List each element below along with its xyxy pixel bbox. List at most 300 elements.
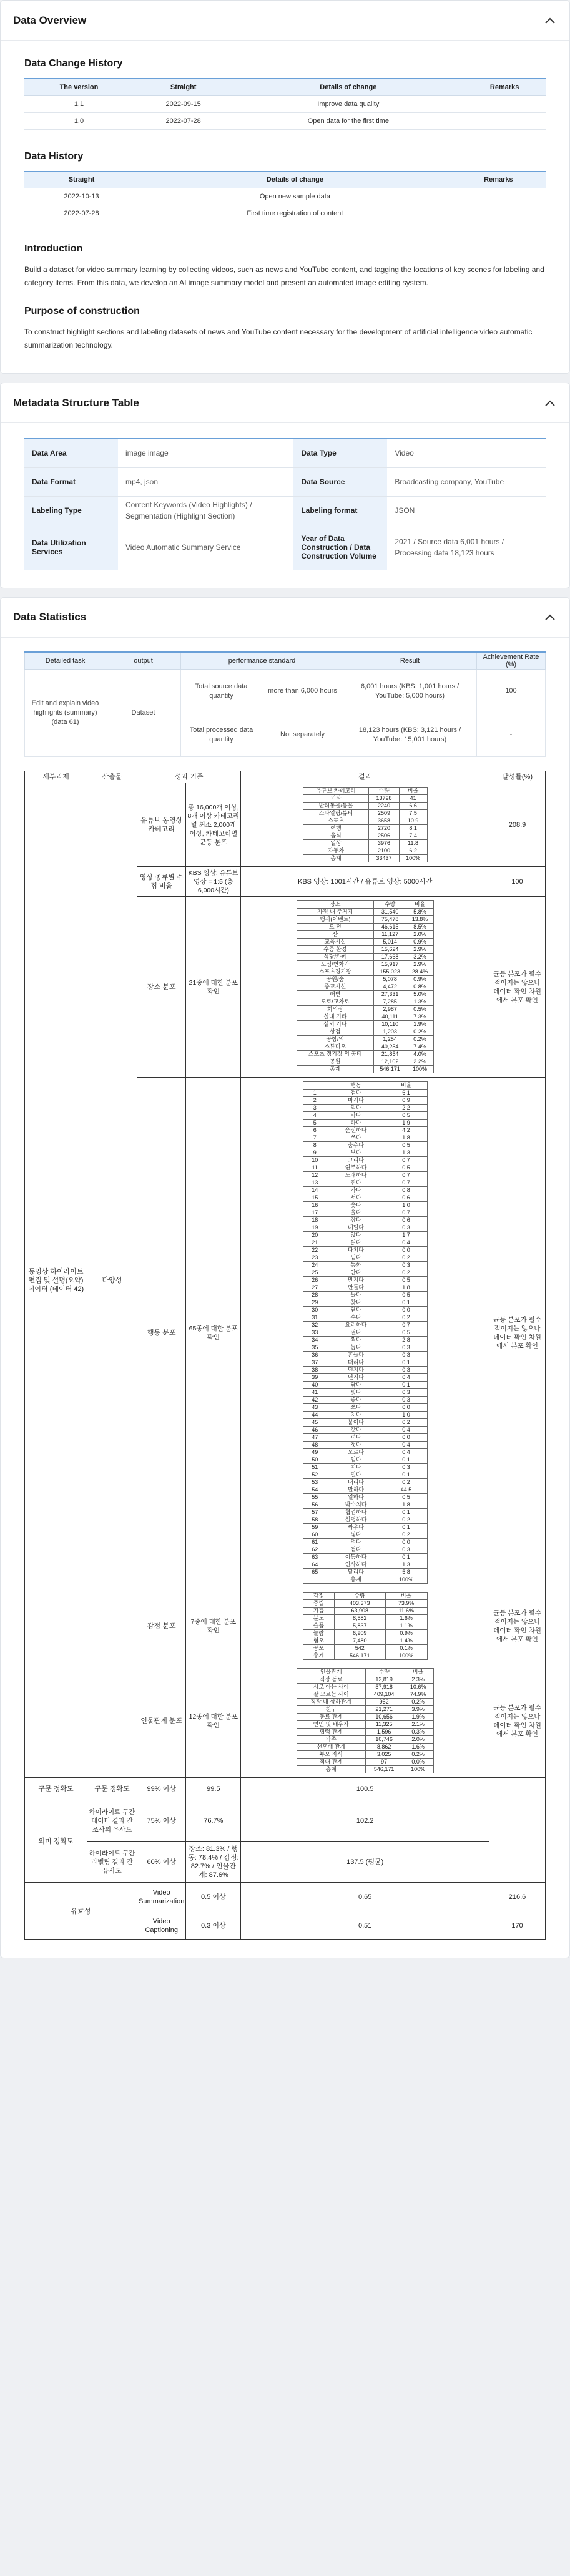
inner-header <box>303 1593 427 1600</box>
inner-cell: 100% <box>406 1066 433 1073</box>
inner-cell: 0.4 <box>385 1374 427 1382</box>
inner-cell: 33 <box>303 1329 327 1337</box>
inner-cell: 수다 <box>327 1314 385 1322</box>
change-history-table <box>24 78 546 130</box>
table-row <box>24 112 546 129</box>
inner-cell: 총계 <box>303 855 369 862</box>
inner-cell: 47 <box>303 1434 327 1442</box>
table-cell: First time registration of content <box>139 205 451 222</box>
inner-cell: 100% <box>403 1766 433 1773</box>
inner-cell: 내밀다 <box>327 1224 385 1232</box>
inner-row <box>303 1322 427 1329</box>
inner-row <box>303 1299 427 1307</box>
inner-cell: 11.6% <box>385 1608 427 1615</box>
inner-cell: 보다 <box>327 1149 385 1157</box>
inner-cell: 2509 <box>369 810 399 817</box>
card-title: Data Statistics <box>13 611 87 623</box>
group-cell: 유효성 <box>25 1883 137 1940</box>
data-overview-header[interactable] <box>1 1 569 41</box>
inner-row <box>303 1142 427 1149</box>
action-table <box>303 1081 428 1584</box>
inner-cell: 0.2 <box>385 1419 427 1427</box>
inner-cell: 2.9% <box>406 961 433 968</box>
column-header: Remarks <box>463 79 546 95</box>
inner-cell: 2.2% <box>406 1058 433 1066</box>
inner-cell: 61 <box>303 1539 327 1546</box>
inner-cell: 열다 <box>327 1329 385 1337</box>
inner-cell: 1.8 <box>385 1501 427 1509</box>
inner-row <box>303 1449 427 1456</box>
inner-row <box>303 1127 427 1134</box>
inner-row <box>303 1569 427 1576</box>
inner-cell: 62 <box>303 1546 327 1554</box>
column-header: output <box>106 652 181 670</box>
inner-cell: 0.0 <box>385 1404 427 1412</box>
table-cell: 1.1 <box>24 95 134 112</box>
inner-cell: 혐오 <box>303 1637 334 1645</box>
inner-cell: 0.8% <box>406 983 433 991</box>
inner-row <box>303 1630 427 1637</box>
inner-cell: 11,127 <box>373 931 406 939</box>
inner-cell: 총계 <box>327 1576 385 1584</box>
inner-cell: 입다 <box>327 1456 385 1464</box>
inner-cell: 15,917 <box>373 961 406 968</box>
inner-cell: 1.0 <box>385 1202 427 1209</box>
inner-row <box>303 1652 427 1660</box>
inner-cell: 28.4% <box>406 968 433 976</box>
metadata-key: Data Area <box>24 439 118 467</box>
inner-row <box>303 1486 427 1494</box>
inner-cell: 일상 <box>303 840 369 847</box>
inner-cell: 직장 내 상하관계 <box>297 1699 365 1706</box>
inner-cell: 7 <box>303 1134 327 1142</box>
inner-cell: 55 <box>303 1494 327 1501</box>
inner-cell: 52 <box>303 1471 327 1479</box>
inner-cell: 웃다 <box>327 1202 385 1209</box>
inner-cell: 3658 <box>369 817 399 825</box>
criterion-label: 영상 종류별 수집 비율 <box>137 867 186 897</box>
inner-cell: 5,837 <box>334 1622 385 1630</box>
inner-row <box>303 1427 427 1434</box>
inner-cell: 5.8% <box>406 909 433 916</box>
metadata-row <box>24 496 546 525</box>
inner-cell: 종교시설 <box>297 983 373 991</box>
inner-row <box>297 954 433 961</box>
inner-cell: 걷다 <box>327 1546 385 1554</box>
inner-cell: 20 <box>303 1232 327 1239</box>
inner-cell: 10 <box>303 1157 327 1164</box>
metadata-value: Video <box>387 439 546 467</box>
inner-cell: 12,819 <box>365 1676 403 1684</box>
inner-cell: 0.4 <box>385 1239 427 1247</box>
inner-cell: 0.5% <box>406 1006 433 1013</box>
inner-row <box>303 1456 427 1464</box>
inner-row <box>303 1389 427 1397</box>
inner-row <box>297 968 433 976</box>
inner-cell: 0.1 <box>385 1382 427 1389</box>
inner-cell: 0.1 <box>385 1456 427 1464</box>
inner-cell: 먹다 <box>327 1539 385 1546</box>
inner-row <box>303 1164 427 1172</box>
inner-row <box>297 983 433 991</box>
inner-cell: 43 <box>303 1404 327 1412</box>
inner-cell: 0.1 <box>385 1471 427 1479</box>
inner-cell: 쏘다 <box>327 1404 385 1412</box>
inner-row <box>297 1058 433 1066</box>
inner-row <box>297 1729 433 1736</box>
inner-cell: 35 <box>303 1344 327 1352</box>
inner-cell: 0.2 <box>385 1314 427 1322</box>
inner-row <box>297 1721 433 1729</box>
criterion-label: 인물관계 분포 <box>137 1664 186 1778</box>
inner-cell: 음식 <box>303 832 369 840</box>
inner-cell: 0.3 <box>385 1389 427 1397</box>
inner-cell: 쓰다 <box>327 1134 385 1142</box>
inner-row <box>303 1509 427 1516</box>
metadata-header[interactable] <box>1 383 569 423</box>
inner-cell: 연인 및 배우자 <box>297 1721 365 1729</box>
card-title: Data Overview <box>13 14 87 26</box>
group-cell: 구문 정확도 <box>25 1778 87 1800</box>
inner-row <box>303 1217 427 1224</box>
genre-table <box>303 787 428 862</box>
statistics-header[interactable] <box>1 598 569 638</box>
inner-cell: 걷다 <box>327 1090 385 1097</box>
inner-row <box>297 998 433 1006</box>
inner-cell: 1,254 <box>373 1036 406 1043</box>
inner-cell: 닦다 <box>327 1382 385 1389</box>
kt-row <box>25 1778 546 1800</box>
inner-row <box>303 1232 427 1239</box>
column-header: Remarks <box>451 172 546 188</box>
rate-cell: 170 <box>489 1911 546 1940</box>
inner-cell: 0.5 <box>385 1292 427 1299</box>
inner-cell: 다치다 <box>327 1247 385 1254</box>
inner-cell: 546,171 <box>373 1066 406 1073</box>
inner-cell: 542 <box>334 1645 385 1652</box>
kt-row <box>25 783 546 867</box>
inner-row <box>303 1374 427 1382</box>
inner-cell: 일하다 <box>327 1494 385 1501</box>
table-cell <box>463 112 546 129</box>
rate-cell: 208.9 <box>489 783 546 867</box>
inner-row <box>297 909 433 916</box>
inner-cell: 잘 모르는 사이 <box>297 1691 365 1699</box>
chevron-up-icon[interactable] <box>543 396 557 410</box>
header-row <box>25 771 546 783</box>
inner-cell: 21 <box>303 1239 327 1247</box>
data-statistics-card <box>0 597 570 1959</box>
inner-row <box>303 1112 427 1120</box>
section-heading: Introduction <box>24 243 83 254</box>
rate-cell: 100 <box>477 670 546 713</box>
inner-cell: 34 <box>303 1337 327 1344</box>
inner-header-cell: 감정 <box>303 1593 334 1600</box>
inner-cell: 0.6 <box>385 1194 427 1202</box>
inner-row <box>297 1714 433 1721</box>
inner-row <box>303 1501 427 1509</box>
inner-header-cell: 행동 <box>327 1082 385 1090</box>
inner-cell: 0.3 <box>385 1344 427 1352</box>
inner-cell: 100% <box>399 855 427 862</box>
inner-cell: 1.9% <box>406 1021 433 1028</box>
column-header: Detailed task <box>25 652 106 670</box>
inner-cell: 40 <box>303 1382 327 1389</box>
inner-cell: 0.2% <box>403 1751 433 1759</box>
inner-cell: 중립 <box>303 1600 334 1608</box>
inner-cell: 박수치다 <box>327 1501 385 1509</box>
inner-cell: 0.8 <box>385 1187 427 1194</box>
result-cell: 18,123 hours (KBS: 3,121 hours / YouTube: 15,001 hours) <box>343 713 477 757</box>
inner-cell: 0.0 <box>385 1307 427 1314</box>
inner-row <box>303 847 427 855</box>
inner-cell: 44.5 <box>385 1486 427 1494</box>
inner-cell: 5 <box>303 1120 327 1127</box>
chevron-up-icon[interactable] <box>543 14 557 27</box>
inner-row <box>303 1419 427 1427</box>
inner-row <box>303 1382 427 1389</box>
criterion-value: 0.3 이상 <box>186 1911 241 1940</box>
inner-cell: 설명하다 <box>327 1516 385 1524</box>
inner-cell: 0.3 <box>385 1397 427 1404</box>
inner-cell: 0.9% <box>406 939 433 946</box>
inner-cell: 8.5% <box>406 924 433 931</box>
inner-cell: 0.2 <box>385 1531 427 1539</box>
inner-cell: 24 <box>303 1262 327 1269</box>
inner-cell: 0.3 <box>385 1224 427 1232</box>
inner-cell: 도로/교차로 <box>297 998 373 1006</box>
inner-cell: 기타 <box>303 795 369 803</box>
table-cell: Improve data quality <box>233 95 463 112</box>
inner-cell: 32 <box>303 1322 327 1329</box>
inner-cell: 던지다 <box>327 1367 385 1374</box>
inner-cell: 6.6 <box>399 803 427 810</box>
task-cell: Edit and explain video highlights (summary) (data 61) <box>25 670 106 757</box>
inner-header-cell: 수량 <box>334 1593 385 1600</box>
inner-cell: 11 <box>303 1164 327 1172</box>
inner-cell: 적대 관계 <box>297 1759 365 1766</box>
inner-cell: 8,582 <box>334 1615 385 1622</box>
inner-cell: 22 <box>303 1247 327 1254</box>
inner-cell: 48 <box>303 1442 327 1449</box>
inner-cell: 0.3 <box>385 1262 427 1269</box>
criterion-label: 행동 분포 <box>137 1078 186 1588</box>
inner-cell: 18 <box>303 1217 327 1224</box>
inner-cell: 25 <box>303 1269 327 1277</box>
metadata-value: Broadcasting company, YouTube <box>387 467 546 496</box>
inner-cell: 8.1 <box>399 825 427 832</box>
inner-cell: 뛰다 <box>327 1179 385 1187</box>
inner-cell: 찾다 <box>327 1299 385 1307</box>
criterion-value: 12종에 대한 분포 확인 <box>186 1664 241 1778</box>
inner-cell: 546,171 <box>334 1652 385 1660</box>
inner-cell: 0.9% <box>385 1630 427 1637</box>
inner-cell: 42 <box>303 1397 327 1404</box>
inner-row <box>303 1561 427 1569</box>
inner-cell: 협업하다 <box>327 1509 385 1516</box>
inner-row <box>297 1759 433 1766</box>
inner-cell: 44 <box>303 1412 327 1419</box>
inner-cell: 31,540 <box>373 909 406 916</box>
inner-cell: 회의장 <box>297 1006 373 1013</box>
metadata-card <box>0 383 570 588</box>
inner-row <box>303 1600 427 1608</box>
inner-cell: 던지다 <box>327 1374 385 1382</box>
inner-cell: 75,478 <box>373 916 406 924</box>
purpose-text: To construct highlight sections and labeling datasets of news and YouTube content necessary for the development of artificial intelligence video automatic summarization technology. <box>24 328 533 349</box>
inner-cell: 40,111 <box>373 1013 406 1021</box>
inner-cell: 갖다 <box>327 1427 385 1434</box>
inner-cell: 0.5 <box>385 1164 427 1172</box>
place-table <box>297 900 434 1073</box>
inner-cell: 0.7 <box>385 1179 427 1187</box>
inner-cell: 46,615 <box>373 924 406 931</box>
inner-cell: 14 <box>303 1187 327 1194</box>
inner-cell: 때리다 <box>327 1359 385 1367</box>
inner-header-cell: 장소 <box>297 901 373 909</box>
inner-row <box>303 1157 427 1164</box>
inner-cell: 65 <box>303 1569 327 1576</box>
criterion-label: 감정 분포 <box>137 1588 186 1664</box>
criterion-value: 75% 이상 <box>137 1800 186 1842</box>
inner-cell: 39 <box>303 1374 327 1382</box>
section-heading: Purpose of construction <box>24 306 140 316</box>
column-header: 달성률(%) <box>489 771 546 783</box>
inner-header <box>303 788 427 795</box>
inner-cell: 1.3 <box>385 1149 427 1157</box>
inner-cell: 51 <box>303 1464 327 1471</box>
inner-cell: 0.1 <box>385 1359 427 1367</box>
inner-cell: 도심/번화가 <box>297 961 373 968</box>
chevron-up-icon[interactable] <box>543 610 557 624</box>
inner-cell: 4.2 <box>385 1127 427 1134</box>
criterion-value: 60% 이상 <box>137 1842 186 1883</box>
inner-cell: 13728 <box>369 795 399 803</box>
table-cell: 2022-07-28 <box>134 112 233 129</box>
inner-row <box>303 855 427 862</box>
inner-cell: 59 <box>303 1524 327 1531</box>
inner-row <box>303 1292 427 1299</box>
inner-cell: 8 <box>303 1142 327 1149</box>
inner-cell: 1.0 <box>385 1412 427 1419</box>
inner-cell: 41 <box>303 1389 327 1397</box>
table-cell <box>451 188 546 205</box>
inner-row <box>303 1187 427 1194</box>
inner-row <box>303 1434 427 1442</box>
inner-cell: 0.5 <box>385 1112 427 1120</box>
column-header: performance standard <box>181 652 343 670</box>
inner-cell: 먹다 <box>327 1105 385 1112</box>
inner-cell: 오르다 <box>327 1449 385 1456</box>
inner-cell: 인사하다 <box>327 1561 385 1569</box>
introduction-text: Build a dataset for video summary learning by collecting videos, such as news and YouTube content, and tagging the locations of key scenes for labeling and category items. From this data, we develop an AI image summary model and present an automated image editing system. <box>24 265 544 287</box>
inner-row <box>297 991 433 998</box>
inner-cell: 3 <box>303 1105 327 1112</box>
inner-row <box>297 924 433 931</box>
inner-row <box>303 1097 427 1105</box>
metadata-value: Content Keywords (Video Highlights) / Segmentation (Highlight Section) <box>118 496 293 525</box>
relation-table <box>297 1668 434 1773</box>
criterion-value: 0.5 이상 <box>186 1883 241 1911</box>
inner-cell: 5.8 <box>385 1569 427 1576</box>
inner-row <box>303 1576 427 1584</box>
inner-row <box>297 1676 433 1684</box>
inner-header-cell: 비율 <box>406 901 433 909</box>
inner-cell: 좋다 <box>327 1397 385 1404</box>
inner-cell: 4 <box>303 1112 327 1120</box>
inner-cell: 노래하다 <box>327 1172 385 1179</box>
inner-cell: 50 <box>303 1456 327 1464</box>
inner-cell: 58 <box>303 1516 327 1524</box>
inner-row <box>303 1554 427 1561</box>
inner-cell: 공항/역 <box>297 1036 373 1043</box>
inner-cell: 5.0% <box>406 991 433 998</box>
inner-cell: 2.1% <box>403 1721 433 1729</box>
inner-row <box>303 825 427 832</box>
table-row <box>24 188 546 205</box>
inner-cell: 27 <box>303 1284 327 1292</box>
inner-header-cell: 비율 <box>403 1669 433 1676</box>
inner-cell: 3.2% <box>406 954 433 961</box>
inner-row <box>303 803 427 810</box>
inner-cell: 닫다 <box>327 1307 385 1314</box>
inner-row <box>303 1254 427 1262</box>
inner-cell: 가다 <box>327 1187 385 1194</box>
inner-cell: 바다 <box>327 1112 385 1120</box>
inner-cell: 6,909 <box>334 1630 385 1637</box>
criterion-label: 하이라이트 구간 라벨링 결과 간 유사도 <box>87 1842 137 1883</box>
inner-row <box>303 1224 427 1232</box>
inner-cell: 57 <box>303 1509 327 1516</box>
inner-row <box>303 1314 427 1322</box>
inner-cell: 7.4% <box>406 1043 433 1051</box>
column-header: Straight <box>134 79 233 95</box>
inner-cell: 100% <box>385 1576 427 1584</box>
inner-row <box>297 1028 433 1036</box>
standard-cell: Total processed data quantity <box>181 713 262 757</box>
inner-cell: 0.7 <box>385 1322 427 1329</box>
inner-cell: 0.4 <box>385 1442 427 1449</box>
inner-cell: 41 <box>399 795 427 803</box>
inner-cell: 서다 <box>327 1194 385 1202</box>
inner-row <box>303 840 427 847</box>
inner-cell: 9 <box>303 1149 327 1157</box>
table-cell: Open data for the first time <box>233 112 463 129</box>
inner-cell: 0.9% <box>406 976 433 983</box>
inner-cell: 155,023 <box>373 968 406 976</box>
column-header: Achievement Rate (%) <box>477 652 546 670</box>
table-row <box>24 95 546 112</box>
inner-cell: 울다 <box>327 1209 385 1217</box>
inner-cell: 해변 <box>297 991 373 998</box>
inner-row <box>303 1442 427 1449</box>
inner-cell: 7,480 <box>334 1637 385 1645</box>
inner-cell: 4,472 <box>373 983 406 991</box>
inner-row <box>303 1479 427 1486</box>
inner-cell: 28 <box>303 1292 327 1299</box>
inner-cell: 0.6 <box>385 1217 427 1224</box>
inner-cell: 21,271 <box>365 1706 403 1714</box>
inner-cell: 0.2% <box>406 1028 433 1036</box>
inner-cell: 97 <box>365 1759 403 1766</box>
inner-cell: 2.0% <box>403 1736 433 1744</box>
inner-cell: 21,854 <box>373 1051 406 1058</box>
inner-cell: 0.2 <box>385 1516 427 1524</box>
inner-cell: 7,285 <box>373 998 406 1006</box>
inner-cell: 2 <box>303 1097 327 1105</box>
inner-cell: 403,373 <box>334 1600 385 1608</box>
inner-cell: 눕다 <box>327 1344 385 1352</box>
